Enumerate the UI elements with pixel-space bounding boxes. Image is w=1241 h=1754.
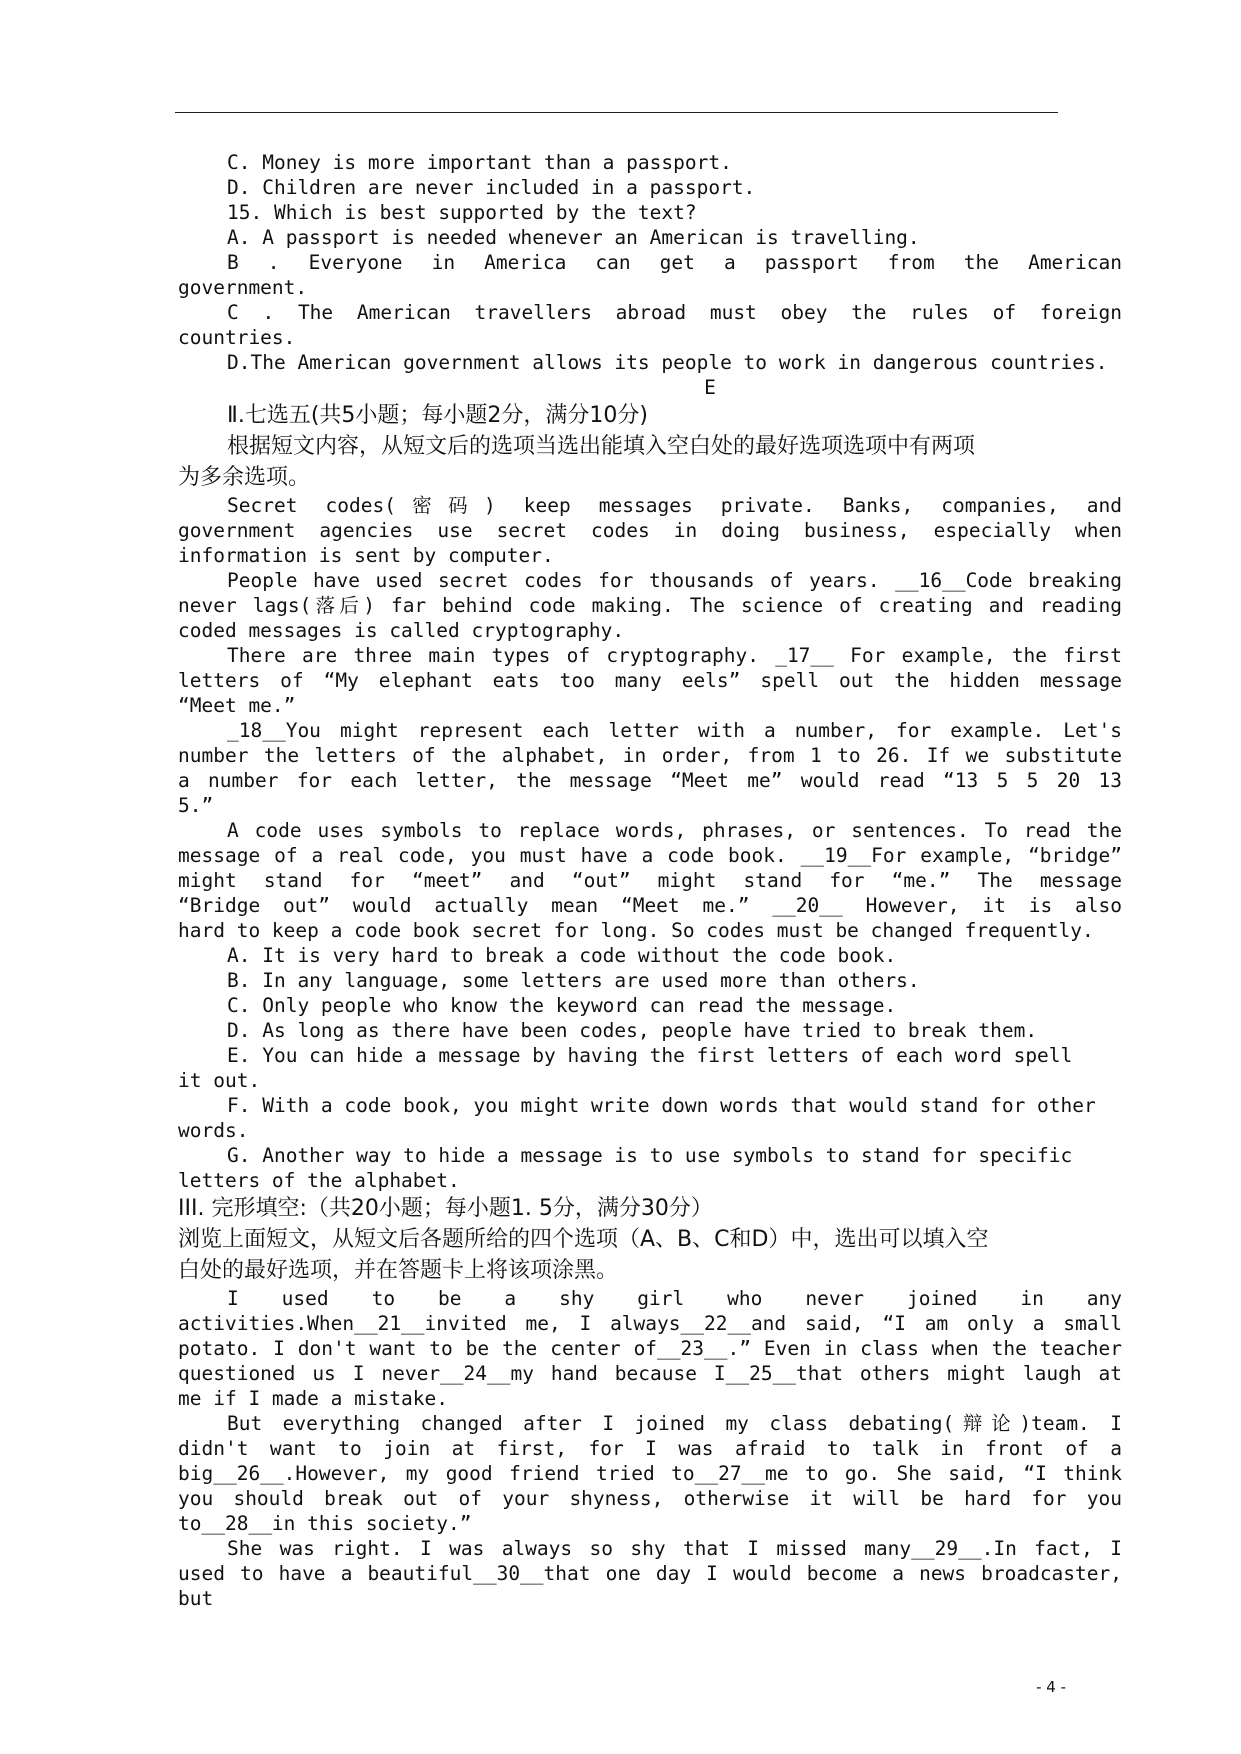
text-line: used to have a beautiful__30__that one day I would become a news broadcaster, but xyxy=(178,1562,1122,1610)
text-line: G. Another way to hide a message is to use symbols to stand for specific xyxy=(227,1144,1073,1167)
text-line: me if I made a mistake. xyxy=(178,1387,449,1410)
text-line: words. xyxy=(178,1119,249,1142)
text-line: D. Children are never included in a passport. xyxy=(227,176,756,199)
instruction-line: 为多余选项。 xyxy=(178,465,311,490)
text-line: F. With a code book, you might write down words that would stand for other xyxy=(227,1094,1096,1117)
text-line: it out. xyxy=(178,1069,261,1092)
text-line: She was right. I was always so shy that I missed many__29__.In fact, I xyxy=(227,1537,1122,1560)
document-body xyxy=(178,150,1122,1610)
instruction-line: 根据短文内容，从短文后的选项当选出能填入空白处的最好选项选项中有两项 xyxy=(227,434,976,459)
text-line: But everything changed after I joined my class debating(辩论)team. I xyxy=(227,1412,1122,1435)
text-line: countries. xyxy=(178,326,296,349)
text-line: “Bridge out” would actually mean “Meet me.” __20__ However, it is also xyxy=(178,894,1122,917)
page-number: - 4 - xyxy=(1036,1678,1066,1696)
text-line: big__26__.However, my good friend tried to__27__me to go. She said, “I think xyxy=(178,1462,1122,1485)
text-line: government. xyxy=(178,276,308,299)
text-line: coded messages is called cryptography. xyxy=(178,619,625,642)
text-line: E. You can hide a message by having the first letters of each word spell xyxy=(227,1044,1073,1067)
text-line: D.The American government allows its people to work in dangerous countries. xyxy=(227,351,1108,374)
text-line: C. Money is more important than a passport. xyxy=(227,151,732,174)
text-line: questioned us I never__24__my hand because I__25__that others might laugh at xyxy=(178,1362,1122,1385)
text-line: A. A passport is needed whenever an American is travelling. xyxy=(227,226,920,249)
text-line: People have used secret codes for thousands of years. __16__Code breaking xyxy=(227,569,1122,592)
text-line: Secret codes(密码) keep messages private. Banks, companies, and xyxy=(227,494,1122,517)
text-line: potato. I don't want to be the center of__23__.” Even in class when the teacher xyxy=(178,1337,1122,1360)
text-line: activities.When__21__invited me, I always__22__and said, “I am only a small xyxy=(178,1312,1122,1335)
text-line: number the letters of the alphabet, in order, from 1 to 26. If we substitute xyxy=(178,744,1122,767)
text-line: C. Only people who know the keyword can read the message. xyxy=(227,994,897,1017)
text-line: letters of “My elephant eats too many eels” spell out the hidden message xyxy=(178,669,1122,692)
text-line: C . The American travellers abroad must obey the rules of foreign xyxy=(227,301,1122,324)
text-line: “Meet me.” xyxy=(178,694,296,717)
text-line: There are three main types of cryptography. _17__ For example, the first xyxy=(227,644,1122,667)
text-line: 5.” xyxy=(178,794,214,817)
text-line: didn't want to join at first, for I was afraid to talk in front of a xyxy=(178,1437,1122,1460)
text-line: never lags(落后) far behind code making. The science of creating and reading xyxy=(178,594,1122,617)
text-line: B. In any language, some letters are used more than others. xyxy=(227,969,920,992)
text-line: government agencies use secret codes in doing business, especially when xyxy=(178,519,1122,542)
text-line: message of a real code, you must have a code book. __19__For example, “bridge” xyxy=(178,844,1122,867)
text-line: _18__You might represent each letter with a number, for example. Let's xyxy=(227,719,1122,742)
text-line: you should break out of your shyness, otherwise it will be hard for you xyxy=(178,1487,1122,1510)
text-line: A code uses symbols to replace words, phrases, or sentences. To read the xyxy=(227,819,1122,842)
section-label: E xyxy=(704,376,716,399)
text-line: 15. Which is best supported by the text? xyxy=(227,201,697,224)
text-line: B . Everyone in America can get a passport from the American xyxy=(227,251,1122,274)
text-line: might stand for “meet” and “out” might stand for “me.” The message xyxy=(178,869,1122,892)
text-line: A. It is very hard to break a code without the code book. xyxy=(227,944,897,967)
text-line: a number for each letter, the message “Meet me” would read “13 5 5 20 13 xyxy=(178,769,1122,792)
text-line: to__28__in this society.” xyxy=(178,1512,472,1535)
instruction-line: Ⅱ.七选五(共5小题；每小题2分，满分10分) xyxy=(227,403,648,428)
text-line: letters of the alphabet. xyxy=(178,1169,460,1192)
text-line: information is sent by computer. xyxy=(178,544,554,567)
text-line: I used to be a shy girl who never joined in any xyxy=(227,1287,1122,1310)
header-rule xyxy=(175,112,1058,113)
instruction-line: III. 完形填空:（共20小题；每小题1. 5分，满分30分） xyxy=(178,1196,713,1221)
instruction-line: 白处的最好选项，并在答题卡上将该项涂黑。 xyxy=(178,1258,619,1283)
instruction-line: 浏览上面短文，从短文后各题所给的四个选项（A、B、C和D）中，选出可以填入空 xyxy=(178,1227,989,1252)
text-line: D. As long as there have been codes, people have tried to break them. xyxy=(227,1019,1038,1042)
text-line: hard to keep a code book secret for long. So codes must be changed frequently. xyxy=(178,919,1094,942)
